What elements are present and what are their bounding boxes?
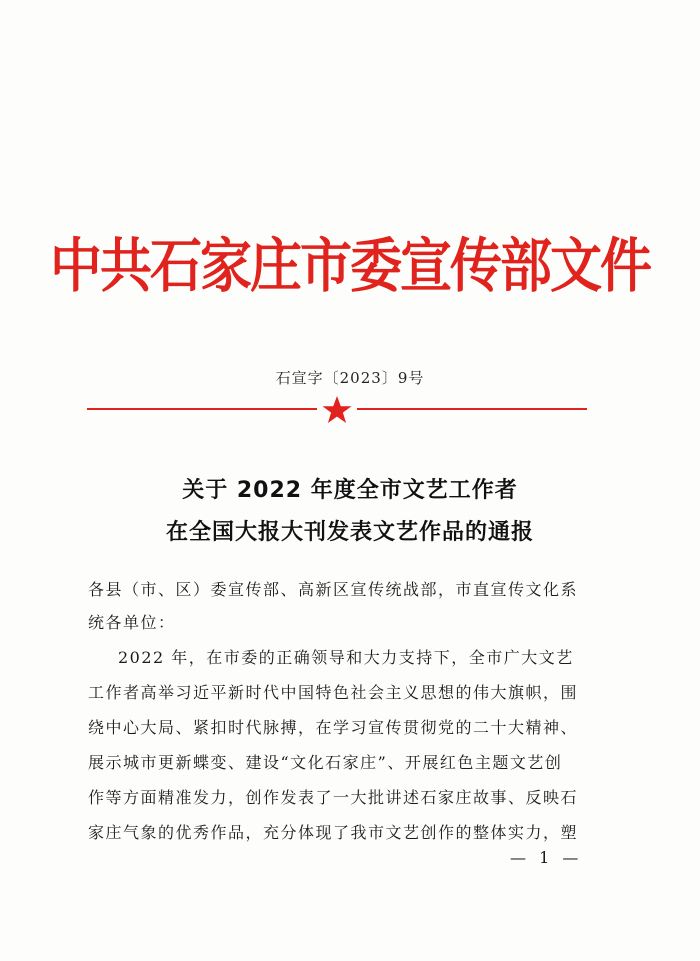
page-number: — 1 — <box>510 848 583 867</box>
notice-title-line-1: 关于 2022 年度全市文艺工作者 <box>182 478 518 503</box>
body-line: 统各单位： <box>88 613 176 632</box>
body-line: 展示城市更新蝶变、建设“文化石家庄”、开展红色主题文艺创 <box>88 753 563 772</box>
document-header-title: 中共石家庄市委宣传部文件 <box>49 233 650 301</box>
document-number: 石宣字〔2023〕9号 <box>275 369 425 387</box>
red-star-icon <box>321 394 353 426</box>
body-line: 各县（市、区）委宣传部、高新区宣传统战部，市直宣传文化系 <box>88 580 579 599</box>
body-line: 绕中心大局、紧扣时代脉搏，在学习宣传贯彻党的二十大精神、 <box>88 718 579 737</box>
separator-line-left <box>87 408 317 410</box>
body-line: 工作者高举习近平新时代中国特色社会主义思想的伟大旗帜，围 <box>88 683 579 702</box>
header-separator <box>87 398 587 422</box>
body-line: 作等方面精准发力，创作发表了一大批讲述石家庄故事、反映石 <box>88 788 579 807</box>
body-line: 家庄气象的优秀作品，充分体现了我市文艺创作的整体实力，塑 <box>88 823 579 842</box>
separator-line-right <box>357 408 587 410</box>
notice-title-line-2: 在全国大报大刊发表文艺作品的通报 <box>165 520 534 545</box>
body-line: 2022 年，在市委的正确领导和大力支持下，全市广大文艺 <box>118 648 574 667</box>
